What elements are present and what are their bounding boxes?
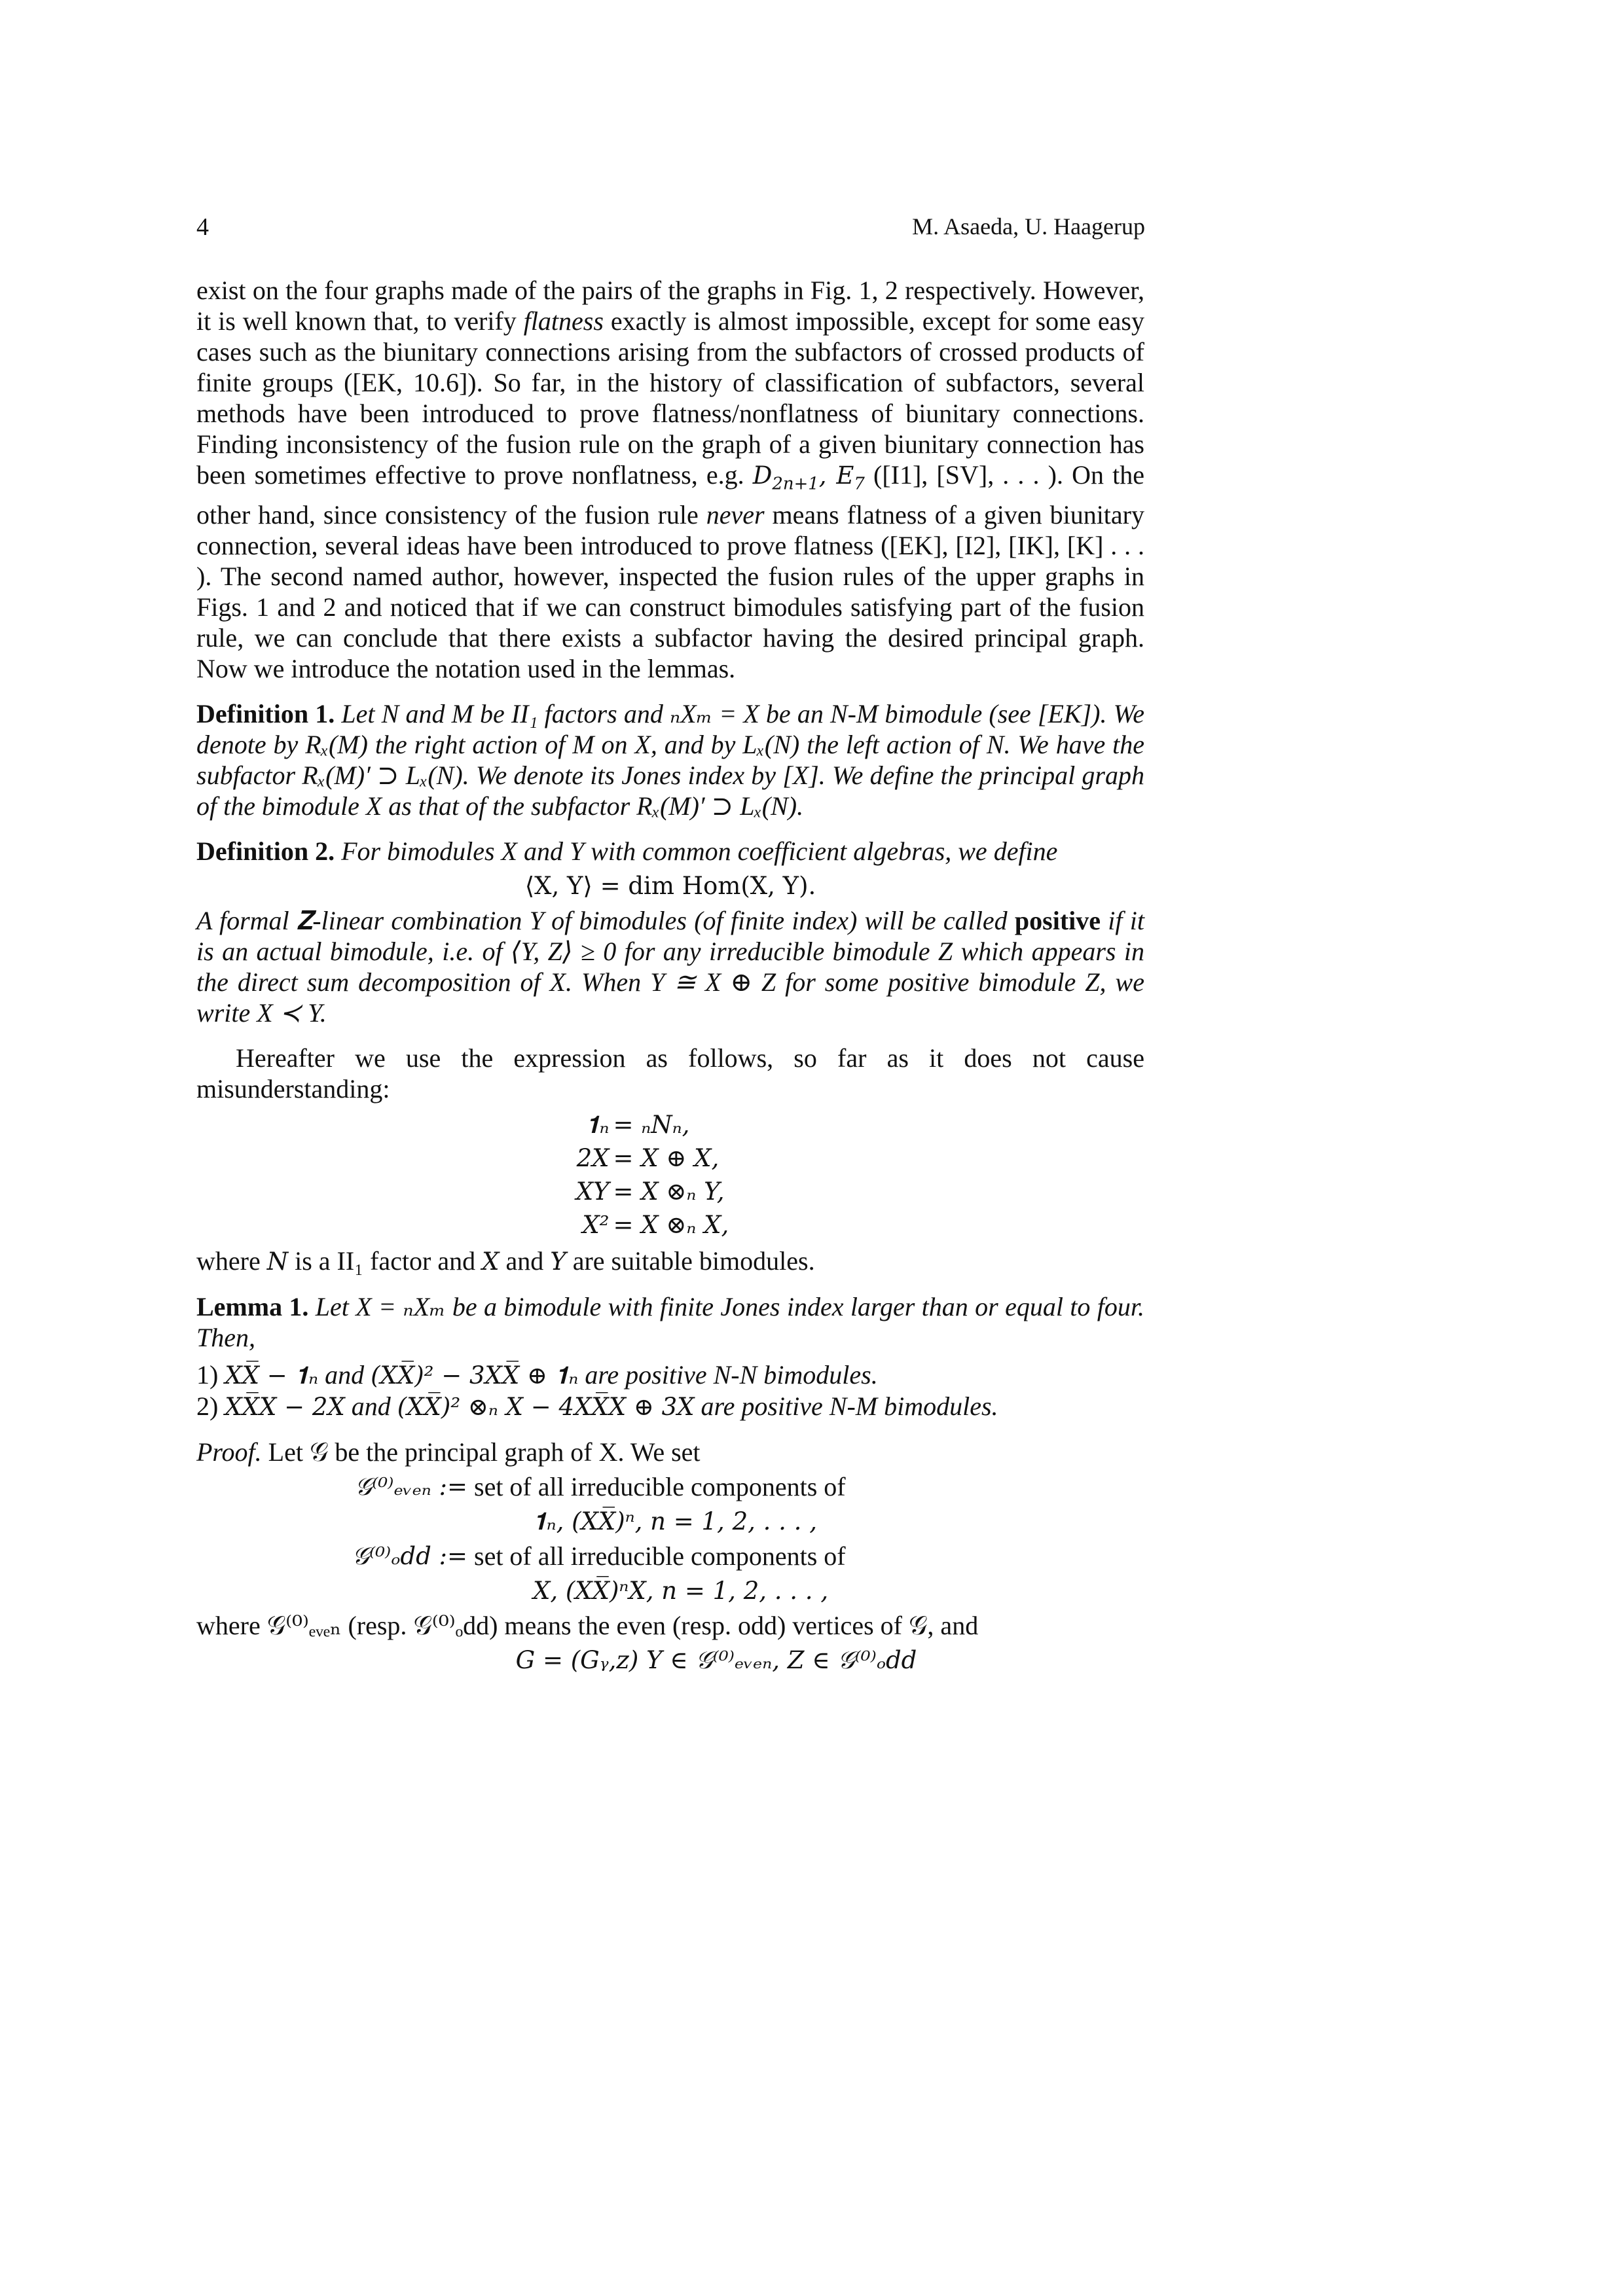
intro-paragraph: exist on the four graphs made of the pairs of the graphs in Fig. 1, 2 respectively. However, it is well known that, to verify flatness exactly is almost impossible, except for some easy cases such as the biunitary connections arising from the subfactors of crossed products of finite groups ([EK, 10.6]). So far, in the history of classification of subfactors, several methods have been introduced to prove flatness/nonflatness of biunitary connections. Finding inconsistency of the fusion rule on the graph of a given biunitary connection has been sometimes effective to prove nonflatness, e.g. $D_{2n+1}$, $E_7$ ([I1], [SV], . . . ). On the other hand, since consistency of the fusion rule never means flatness of a given biunitary connection, several ideas have been introduced to prove flatness ([EK], [I2], [IK], [K] . . . ). The second named author, however, inspected the fusion rules of the upper graphs in Figs. 1 and 2 and noticed that if we can construct bimodules satisfying part of the fusion rule, we can conclude that there exists a subfactor having the desired principal graph. Now we introduce the notation used in the lemmas. <box>196 276 1144 684</box>
set-rhs: X, (XX̅)ⁿX, n = 1, 2, . . . , <box>533 1577 829 1605</box>
eq-rhs: = X ⊗ₙ Y, <box>613 1177 725 1206</box>
lemma-item-1: 1) XX̅ − 𝟏ₙ and (XX̅)² − 3XX̅ ⊕ 𝟏ₙ are positive N-N bimodules. <box>196 1360 878 1390</box>
main-text <box>196 275 1144 1679</box>
definition-2: Definition 2. For bimodules X and Y with common coefficient algebras, we define <box>196 836 1058 867</box>
eq-rhs: = X ⊕ X, <box>613 1144 720 1173</box>
lemma-1: Lemma 1. Let X = ₙXₘ be a bimodule with finite Jones index larger than or equal to four. Then, <box>196 1292 1145 1353</box>
set-rhs: set of all irreducible components of <box>474 1472 846 1502</box>
eq-lhs: XY <box>575 1177 610 1206</box>
running-head: M. Asaeda, U. Haagerup <box>912 213 1145 240</box>
set-lhs <box>343 1506 474 1537</box>
set-lhs: 𝒢⁽⁰⁾ₑᵥₑₙ := <box>354 1473 467 1501</box>
eq-lhs: 𝟏ₙ <box>585 1111 610 1139</box>
eq-rhs: = ₙNₙ, <box>613 1111 690 1139</box>
graph-matrix-formula: G = (Gᵧ,ᴢ) Y ∈ 𝒢⁽⁰⁾ₑᵥₑₙ, Z ∈ 𝒢⁽⁰⁾ₒdd <box>515 1646 917 1675</box>
lemma-item-2: 2) XX̅X − 2X and (XX̅)² ⊗ₙ X − 4XX̅X ⊕ 3X are positive N-M bimodules. <box>196 1391 998 1422</box>
proof-where: where 𝒢⁽⁰⁾ₑᵥₑₙ (resp. 𝒢⁽⁰⁾ₒdd) means the even (resp. odd) vertices of 𝒢, and <box>196 1611 979 1641</box>
proof-set-definitions <box>196 1471 1144 1606</box>
positive-definition: A formal 𝐙-linear combination Y of bimodules (of finite index) will be called positive if it is an actual bimodule, i.e. of ⟨Y, Z⟩ ≥ 0 for any irreducible bimodule Z which appears in the direct sum decomposition of X. When Y ≅ X ⊕ Z for some positive bimodule Z, we write X ≺ Y. <box>196 906 1144 1028</box>
set-lhs: 𝒢⁽⁰⁾ₒdd := <box>352 1542 467 1571</box>
set-rhs: 𝟏ₙ, (XX̅)ⁿ, n = 1, 2, . . . , <box>533 1507 817 1536</box>
page-number: 4 <box>196 213 209 241</box>
definition-1: Definition 1. Let N and M be II₁ factors and ₙXₘ = X be an N-M bimodule (see [EK]). We denote by Rₓ(M) the right action of M on X, and by Lₓ(N) the left action of N. We have the subfactor Rₓ(M)′ ⊃ Lₓ(N). We denote its Jones index by [X]. We define the principal graph of the bimodule X as that of the subfactor Rₓ(M)′ ⊃ Lₓ(N). <box>196 699 1145 821</box>
eq-rhs: = X ⊗ₙ X, <box>613 1211 729 1240</box>
inner-product-formula: ⟨X, Y⟩ = dim Hom(X, Y). <box>524 872 816 901</box>
proof-intro: Proof. Let 𝒢 be the principal graph of X. We set <box>196 1437 701 1467</box>
math-d-e: $D_{2n+1}$, $E_7$ <box>752 461 865 494</box>
set-rhs: set of all irreducible components of <box>474 1541 846 1571</box>
notation-explanation: where N is a II₁ factor and X and Y are suitable bimodules. <box>196 1246 815 1276</box>
eq-lhs: X² <box>582 1211 610 1240</box>
set-lhs <box>343 1575 474 1606</box>
notation-equations <box>196 1109 1144 1240</box>
eq-lhs: 2X <box>576 1144 610 1173</box>
hereafter-paragraph: Hereafter we use the expression as follows, so far as it does not cause misunderstanding: <box>196 1043 1144 1104</box>
